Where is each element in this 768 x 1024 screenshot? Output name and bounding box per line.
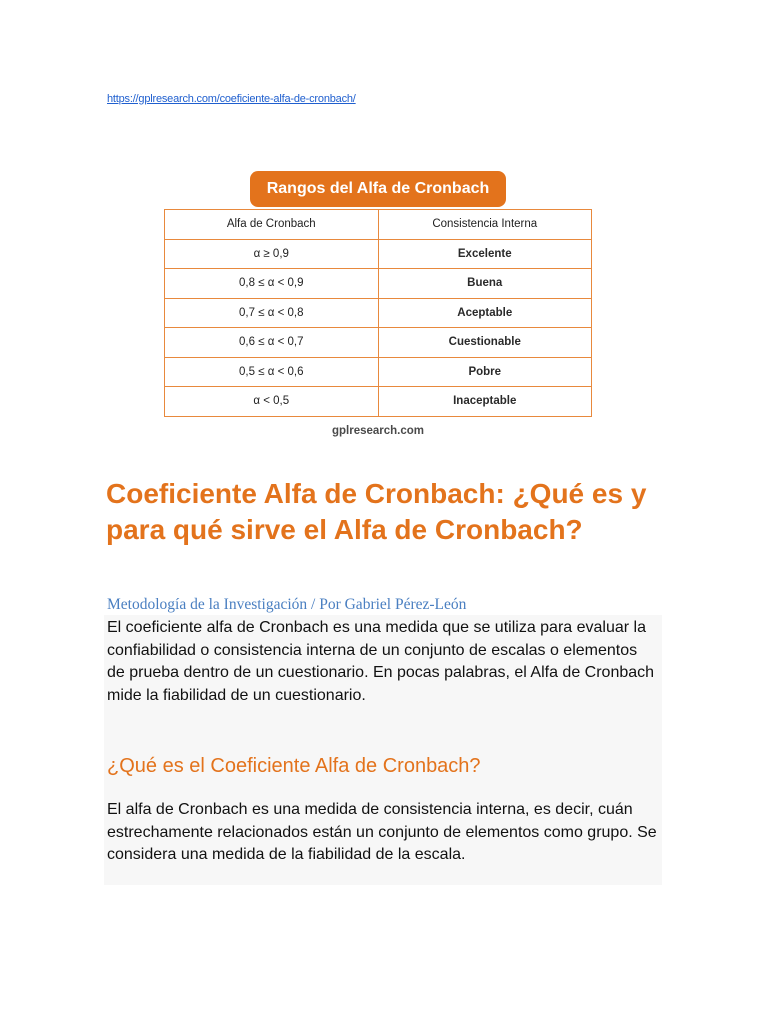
- table-row: [165, 239, 592, 269]
- consistency-cell: Buena: [378, 269, 592, 299]
- article-title: Coeficiente Alfa de Cronbach: ¿Qué es y para qué sirve el Alfa de Cronbach?: [106, 478, 647, 545]
- intro-paragraph: El coeficiente alfa de Cronbach es una medida que se utiliza para evaluar la confiabilidad o consistencia interna de un conjunto de escalas o elementos de prueba dentro de un cuestionario. En pocas palabras, el Alfa de Cronbach mide la fiabilidad de un cuestionario.: [107, 619, 655, 704]
- figure-source-credit: gplresearch.com: [331, 425, 425, 437]
- header-consistency: Consistencia Interna: [378, 210, 592, 240]
- table-row: [165, 269, 592, 299]
- figure-banner-title: Rangos del Alfa de Cronbach: [250, 171, 506, 207]
- consistency-cell: Inaceptable: [378, 387, 592, 417]
- range-cell: 0,5 ≤ α < 0,6: [165, 357, 379, 387]
- consistency-cell: Aceptable: [378, 298, 592, 328]
- range-cell: 0,7 ≤ α < 0,8: [165, 298, 379, 328]
- table-row: [165, 298, 592, 328]
- article-meta-byline[interactable]: Metodología de la Investigación / Por Gabriel Pérez-León: [107, 596, 467, 613]
- definition-paragraph: El alfa de Cronbach es una medida de consistencia interna, es decir, cuán estrechamente relacionados están un conjunto de elementos como grupo. Se considera una medida de la fiabilidad de la escala.: [107, 801, 657, 863]
- consistency-cell: Cuestionable: [378, 328, 592, 358]
- range-cell: α < 0,5: [165, 387, 379, 417]
- table-header-row: [165, 210, 592, 240]
- source-url-link[interactable]: https://gplresearch.com/coeficiente-alfa-de-cronbach/: [107, 93, 356, 105]
- header-alpha: Alfa de Cronbach: [165, 210, 379, 240]
- table-row: [165, 328, 592, 358]
- consistency-cell: Pobre: [378, 357, 592, 387]
- section-subheading: ¿Qué es el Coeficiente Alfa de Cronbach?: [107, 755, 481, 777]
- alpha-ranges-table: [164, 209, 592, 417]
- table-row: [165, 387, 592, 417]
- consistency-cell: Excelente: [378, 239, 592, 269]
- range-cell: 0,8 ≤ α < 0,9: [165, 269, 379, 299]
- table-row: [165, 357, 592, 387]
- range-cell: α ≥ 0,9: [165, 239, 379, 269]
- alpha-ranges-figure: [160, 170, 596, 446]
- range-cell: 0,6 ≤ α < 0,7: [165, 328, 379, 358]
